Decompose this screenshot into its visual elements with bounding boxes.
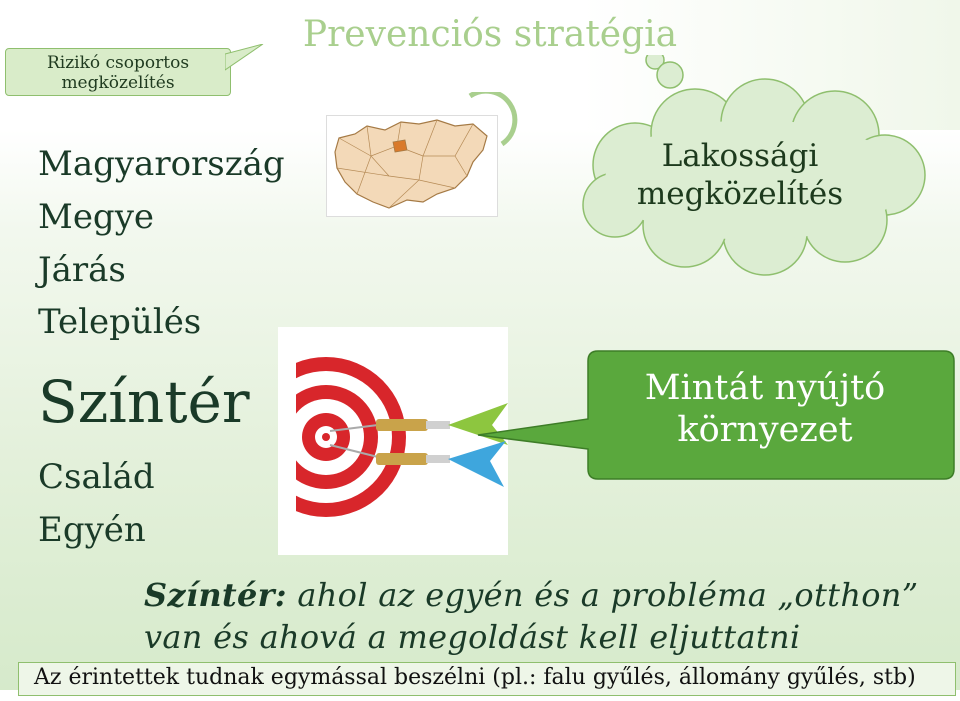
risk-group-callout <box>5 48 231 96</box>
decorative-arc <box>462 92 522 152</box>
slide-title: Prevenciós stratégia <box>302 14 678 55</box>
risk-group-line-1: Rizikó csoportos <box>46 53 190 73</box>
definition-line-1 <box>144 574 954 616</box>
callout-text <box>600 367 930 451</box>
level-item-magyarorszag: Magyarország <box>38 144 285 184</box>
cloud-text <box>620 137 860 213</box>
cloud-line-2: megközelítés <box>636 176 844 212</box>
risk-group-line-2: megközelítés <box>61 73 175 93</box>
level-item-megye: Megye <box>38 197 155 237</box>
bottom-bar-text: Az érintettek tudnak egymással beszélni (pl.: falu gyűlés, állomány gyűlés, stb) <box>34 665 916 690</box>
level-item-telepules: Település <box>38 302 202 342</box>
definition-term: Színtér: <box>144 576 287 614</box>
level-item-csalad: Család <box>38 457 155 497</box>
callout-line-1: Mintát nyújtó <box>644 368 886 408</box>
definition-line-1-rest: ahol az egyén és a probléma „otthon” <box>286 576 919 614</box>
definition-line-2: van és ahová a megoldást kell eljuttatni <box>144 618 801 656</box>
definition-text <box>144 574 954 658</box>
level-item-szinter: Színtér <box>38 368 250 436</box>
callout-line-2: környezet <box>677 410 853 450</box>
level-item-jaras: Járás <box>38 250 126 290</box>
cloud-line-1: Lakossági <box>661 138 819 174</box>
risk-callout-tail <box>225 44 265 76</box>
level-item-egyen: Egyén <box>38 510 146 550</box>
